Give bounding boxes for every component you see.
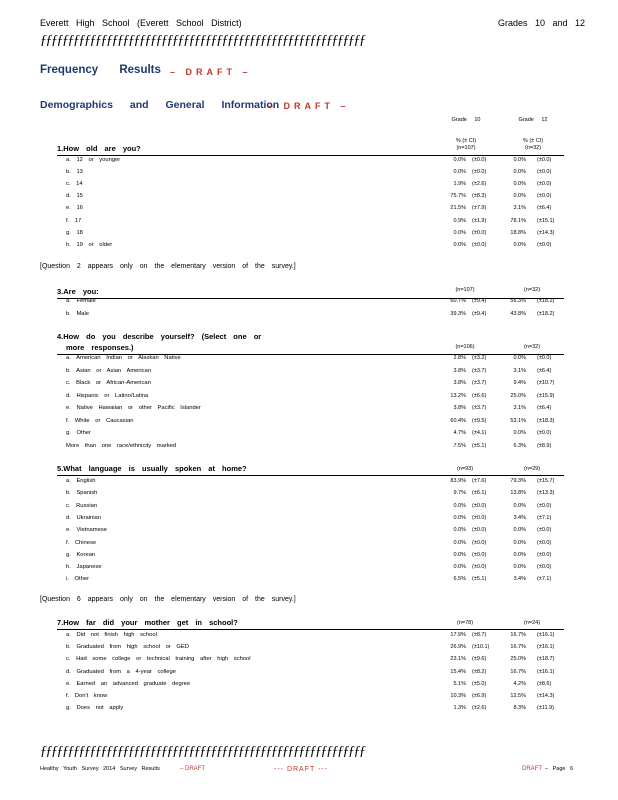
grade12-percent: 3.1% — [513, 368, 526, 374]
grade12-percent: 79.3% — [510, 478, 526, 484]
option-label: c. Black or African-American — [66, 380, 151, 386]
grade10-percent: 3.8% — [453, 368, 466, 374]
grade10-percent: 0.0% — [453, 157, 466, 163]
option-label: a. English — [66, 478, 96, 484]
section-draft: – DRAFT – — [268, 101, 350, 111]
grade10-percent: 0.0% — [453, 552, 466, 558]
grade10-percent: 21.5% — [450, 205, 466, 211]
grade12-percent: 4.2% — [513, 681, 526, 687]
grade10-n-count: (n=78) — [456, 620, 474, 626]
grade12-ci: (±0.0) — [537, 503, 552, 509]
option-label: More than one race/ethnicity marked — [66, 443, 177, 449]
grade10-percent: 39.3% — [450, 311, 466, 317]
grade12-header: Grade 12 — [518, 117, 548, 123]
grade10-percent: 0.0% — [453, 540, 466, 546]
grade10-header: Grade 10 — [451, 117, 481, 123]
grade10-ci: (±2.6) — [472, 181, 487, 187]
grade12-ci: (±16.1) — [537, 669, 555, 675]
grade10-ci: (±8.7) — [472, 632, 487, 638]
note-question-2: [Question 2 appears only on the elementary version of the survey.] — [40, 263, 296, 270]
grade10-ci: (±0.0) — [472, 503, 487, 509]
grade12-ci: (±14.3) — [537, 230, 555, 236]
grade12-ci: (±0.0) — [537, 564, 552, 570]
page-number: – Page 6 — [545, 766, 574, 772]
grade12-ci: (±0.0) — [537, 540, 552, 546]
grade10-percent: 13.2% — [450, 393, 466, 399]
grade10-ci: (±0.0) — [472, 157, 487, 163]
option-label: d. Graduated from a 4-year college — [66, 669, 176, 675]
grade12-ci: (±0.0) — [537, 181, 552, 187]
grade10-percent: 3.8% — [453, 380, 466, 386]
grade12-n-count: (n=32) — [523, 287, 541, 293]
grade12-ci: (±8.9) — [537, 443, 552, 449]
grade10-percent: 1.3% — [453, 705, 466, 711]
grade12-percent: 0.0% — [513, 242, 526, 248]
grade12-percent: 3.1% — [513, 405, 526, 411]
page-title: Frequency Results — [40, 64, 161, 76]
question-title: 5.What language is usually spoken at home? — [57, 464, 247, 473]
grade10-percent: 5.1% — [453, 681, 466, 687]
section-title: Demographics and General Information — [40, 99, 280, 111]
grade12-ci: (±18.3) — [537, 418, 555, 424]
option-label: b. Male — [66, 311, 90, 317]
option-label: f. White or Caucasian — [66, 418, 134, 424]
grade10-ci: (±9.5) — [472, 418, 487, 424]
grade10-n-count: (n=107) — [455, 287, 475, 293]
grade12-ci: (±16.1) — [537, 644, 555, 650]
grade12-ci: (±8.6) — [537, 681, 552, 687]
grade12-percent: 8.3% — [513, 705, 526, 711]
grade12-ci: (±0.0) — [537, 242, 552, 248]
grade10-ci: (±6.6) — [472, 393, 487, 399]
question-title: 4.How do you describe yourself? (Select one or — [57, 332, 262, 341]
grade10-n-count: (n=93) — [456, 466, 474, 472]
option-label: c. Russian — [66, 503, 98, 509]
grade12-ci: (±10.7) — [537, 380, 555, 386]
grade10-percent: 7.5% — [453, 443, 466, 449]
grade10-ci: (±8.2) — [472, 669, 487, 675]
grade10-percent: 0.0% — [453, 515, 466, 521]
grade10-percent: 10.3% — [450, 693, 466, 699]
grade10-percent: 0.0% — [453, 169, 466, 175]
grade10-ci: (±0.0) — [472, 527, 487, 533]
grade12-ci: (±6.4) — [537, 405, 552, 411]
grade12-ci: (±7.1) — [537, 576, 552, 582]
grade10-ci: (±5.0) — [472, 681, 487, 687]
grade10-percent: 1.9% — [453, 181, 466, 187]
grade10-percent: 26.9% — [450, 644, 466, 650]
grade10-ci: (±3.7) — [472, 368, 487, 374]
grade10-n-count: (n=106) — [455, 344, 475, 350]
grade12-ci: (±18.2) — [537, 311, 555, 317]
grade12-ci: (±18.2) — [537, 298, 555, 304]
grade12-ci: (±15.7) — [537, 478, 555, 484]
grade12-percent: 0.0% — [513, 169, 526, 175]
grade10-percent: 4.7% — [453, 430, 466, 436]
grade10-percent: 60.7% — [450, 298, 466, 304]
option-label: d. Ukrainian — [66, 515, 101, 521]
grades-label: Grades 10 and 12 — [498, 18, 586, 28]
option-label: a. 12 or younger — [66, 157, 121, 163]
grade12-percent: 3.1% — [513, 205, 526, 211]
grade12-ci: (±0.0) — [537, 169, 552, 175]
grade12-percent: 3.4% — [513, 576, 526, 582]
grade12-percent: 56.3% — [510, 298, 526, 304]
grade12-pct-ci: % (± CI) — [522, 138, 544, 144]
grade10-ci: (±3.7) — [472, 380, 487, 386]
grade10-ci: (±6.1) — [472, 490, 487, 496]
grade12-n-count: (n=29) — [523, 466, 541, 472]
option-label: c. Had some college or technical training after high school — [66, 656, 251, 662]
grade12-ci: (±16.1) — [537, 632, 555, 638]
grade10-percent: 83.9% — [450, 478, 466, 484]
option-label: f. Chinese — [66, 540, 97, 546]
grade12-percent: 0.0% — [513, 355, 526, 361]
note-question-6: [Question 6 appears only on the elementary version of the survey.] — [40, 596, 296, 603]
grade12-percent: 3.4% — [513, 515, 526, 521]
grade12-percent: 0.0% — [513, 157, 526, 163]
question-divider — [57, 155, 564, 156]
grade10-percent: 0.0% — [453, 527, 466, 533]
title-draft: – DRAFT – — [170, 67, 252, 77]
grade10-ci: (±9.4) — [472, 298, 487, 304]
grade10-ci: (±0.0) — [472, 230, 487, 236]
grade10-ci: (±9.4) — [472, 311, 487, 317]
grade10-percent: 3.8% — [453, 405, 466, 411]
grade12-percent: 0.0% — [513, 430, 526, 436]
option-label: h. Japanese — [66, 564, 102, 570]
question-divider — [57, 475, 564, 476]
grade10-n: (n=107) — [456, 145, 476, 151]
option-label: b. Asian or Asian American — [66, 368, 151, 374]
grade12-percent: 16.7% — [510, 632, 526, 638]
grade12-ci: (±0.0) — [537, 193, 552, 199]
grade10-percent: 0.9% — [453, 218, 466, 224]
grade12-ci: (±0.0) — [537, 157, 552, 163]
footer-center-draft: --- DRAFT --- — [274, 766, 329, 773]
grade10-ci: (±3.7) — [472, 405, 487, 411]
option-label: e. 16 — [66, 205, 83, 211]
option-label: g. 18 — [66, 230, 83, 236]
grade12-n: (n=32) — [524, 145, 542, 151]
grade10-ci: (±2.6) — [472, 705, 487, 711]
grade12-percent: 0.0% — [513, 540, 526, 546]
grade10-ci: (±7.6) — [472, 478, 487, 484]
grade12-percent: 12.5% — [510, 693, 526, 699]
option-label: a. American Indian or Alaskan Native — [66, 355, 181, 361]
grade12-n-count: (n=24) — [523, 620, 541, 626]
grade10-ci: (±5.1) — [472, 576, 487, 582]
grade10-percent: 17.9% — [450, 632, 466, 638]
footer-rule: ƒƒƒƒƒƒƒƒƒƒƒƒƒƒƒƒƒƒƒƒƒƒƒƒƒƒƒƒƒƒƒƒƒƒƒƒƒƒƒƒƒƒƒƒƒƒƒƒƒƒƒƒƒƒƒƒƒƒƒ — [40, 744, 365, 759]
grade10-percent: 0.0% — [453, 503, 466, 509]
grade12-percent: 78.1% — [510, 218, 526, 224]
grade12-percent: 53.1% — [510, 418, 526, 424]
question-divider — [57, 629, 564, 630]
grade12-ci: (±6.4) — [537, 205, 552, 211]
grade12-percent: 0.0% — [513, 527, 526, 533]
grade10-ci: (±0.0) — [472, 515, 487, 521]
grade10-ci: (±0.0) — [472, 540, 487, 546]
grade10-ci: (±0.0) — [472, 169, 487, 175]
grade10-ci: (±1.9) — [472, 218, 487, 224]
grade12-ci: (±11.9) — [537, 705, 554, 711]
option-label: e. Earned an advanced graduate degree — [66, 681, 191, 687]
grade10-ci: (±5.1) — [472, 443, 487, 449]
option-label: f. Don't know — [66, 693, 108, 699]
grade10-percent: 0.0% — [453, 242, 466, 248]
grade12-percent: 43.8% — [510, 311, 526, 317]
option-label: g. Korean — [66, 552, 96, 558]
grade12-percent: 0.0% — [513, 503, 526, 509]
grade12-ci: (±0.0) — [537, 430, 552, 436]
question-title: 1.How old are you? — [57, 144, 141, 153]
option-label: a. Female — [66, 298, 96, 304]
grade10-percent: 60.4% — [450, 418, 466, 424]
grade10-ci: (±9.6) — [472, 656, 487, 662]
grade12-n-count: (n=32) — [523, 344, 541, 350]
option-label: d. 15 — [66, 193, 83, 199]
grade10-ci: (±3.2) — [472, 355, 487, 361]
grade12-percent: 0.0% — [513, 552, 526, 558]
grade12-percent: 0.0% — [513, 564, 526, 570]
grade10-ci: (±8.3) — [472, 193, 487, 199]
grade12-ci: (±6.4) — [537, 368, 552, 374]
grade10-ci: (±7.9) — [472, 205, 487, 211]
option-label: f. 17 — [66, 218, 82, 224]
grade10-percent: 15.4% — [450, 669, 466, 675]
option-label: g. Other — [66, 430, 91, 436]
grade12-percent: 13.8% — [510, 490, 526, 496]
grade12-ci: (±0.0) — [537, 355, 552, 361]
grade12-percent: 0.0% — [513, 193, 526, 199]
grade12-percent: 25.0% — [510, 393, 526, 399]
grade12-percent: 16.7% — [510, 644, 526, 650]
grade10-percent: 9.7% — [453, 490, 466, 496]
option-label: b. Spanish — [66, 490, 98, 496]
option-label: e. Native Hawaiian or other Pacific Islander — [66, 405, 201, 411]
grade12-percent: 25.0% — [510, 656, 526, 662]
grade12-percent: 6.3% — [513, 443, 526, 449]
grade12-ci: (±15.1) — [537, 218, 555, 224]
grade12-percent: 16.7% — [510, 669, 526, 675]
option-label: g. Does not apply — [66, 705, 124, 711]
footer-left-draft: – DRAFT — [180, 766, 206, 772]
grade10-percent: 6.5% — [453, 576, 466, 582]
question-divider — [57, 298, 564, 299]
grade12-percent: 0.0% — [513, 181, 526, 187]
grade10-pct-ci: % (± CI) — [455, 138, 477, 144]
option-label: a. Did not finish high school — [66, 632, 157, 638]
grade10-percent: 75.7% — [450, 193, 466, 199]
footer-right-draft: DRAFT — [522, 766, 542, 772]
option-label: d. Hispanic or Latino/Latina — [66, 393, 149, 399]
grade12-ci: (±0.0) — [537, 527, 552, 533]
question-title-cont: more responses.) — [66, 343, 134, 352]
grade10-ci: (±4.1) — [472, 430, 487, 436]
header-rule: ƒƒƒƒƒƒƒƒƒƒƒƒƒƒƒƒƒƒƒƒƒƒƒƒƒƒƒƒƒƒƒƒƒƒƒƒƒƒƒƒƒƒƒƒƒƒƒƒƒƒƒƒƒƒƒƒƒƒƒ — [40, 33, 365, 48]
grade12-ci: (±14.3) — [537, 693, 555, 699]
grade12-percent: 9.4% — [513, 380, 526, 386]
grade10-percent: 0.0% — [453, 230, 466, 236]
question-title: 7.How far did your mother get in school? — [57, 618, 238, 627]
option-label: b. 13 — [66, 169, 83, 175]
school-name: Everett High School (Everett School District) — [40, 18, 242, 28]
grade12-ci: (±15.9) — [537, 393, 555, 399]
option-label: b. Graduated from high school or GED — [66, 644, 189, 650]
grade10-percent: 2.8% — [453, 355, 466, 361]
grade10-ci: (±0.0) — [472, 552, 487, 558]
option-label: h. 19 or older — [66, 242, 113, 248]
footer-survey: Healthy Youth Survey 2014 Survey Results — [40, 766, 160, 772]
question-title: 3.Are you: — [57, 287, 99, 296]
grade12-ci: (±13.3) — [537, 490, 555, 496]
grade10-percent: 23.1% — [450, 656, 466, 662]
option-label: i. Other — [66, 576, 90, 582]
grade12-ci: (±0.0) — [537, 552, 552, 558]
grade12-ci: (±7.1) — [537, 515, 552, 521]
grade10-ci: (±10.1) — [472, 644, 490, 650]
grade10-ci: (±0.0) — [472, 242, 487, 248]
option-label: c. 14 — [66, 181, 83, 187]
grade10-percent: 0.0% — [453, 564, 466, 570]
option-label: e. Vietnamese — [66, 527, 107, 533]
grade12-percent: 18.8% — [510, 230, 526, 236]
grade10-ci: (±6.9) — [472, 693, 487, 699]
grade10-ci: (±0.0) — [472, 564, 487, 570]
grade12-ci: (±18.7) — [537, 656, 555, 662]
